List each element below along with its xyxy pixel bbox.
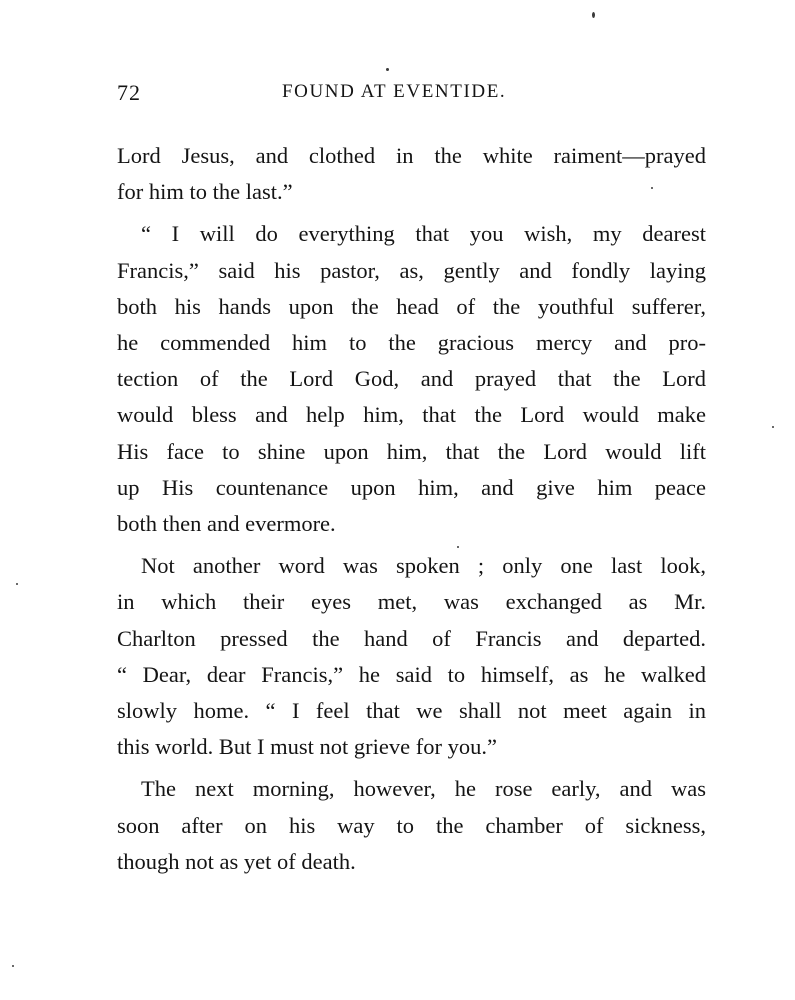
text-line: Lord Jesus, and clothed in the white raiment—prayed [117, 143, 706, 168]
paragraph-2 [117, 216, 706, 542]
scan-speck [592, 12, 595, 18]
paragraph-1 [117, 138, 706, 210]
text-line: tection of the Lord God, and prayed that the Lord [117, 366, 706, 392]
scan-speck [16, 583, 18, 585]
scan-speck [12, 965, 14, 967]
text-line: both then and evermore. [117, 511, 336, 537]
text-line: Not another word was spoken ; only one last look, [141, 553, 706, 579]
body-text [117, 138, 706, 886]
text-line: slowly home. “ I feel that we shall not meet again in [117, 698, 706, 724]
text-line: would bless and help him, that the Lord would make [117, 402, 706, 428]
text-line: “ I will do everything that you wish, my dearest [141, 221, 706, 247]
text-line: up His countenance upon him, and give him peace [117, 474, 706, 500]
text-line: Charlton pressed the hand of Francis and departed. [117, 625, 706, 651]
page-number: 72 [117, 80, 141, 105]
text-line: he commended him to the gracious mercy and pro- [117, 330, 706, 356]
scan-speck [386, 68, 389, 71]
running-title: FOUND AT EVENTIDE. [282, 81, 507, 102]
text-line: The next morning, however, he rose early, and was [141, 776, 706, 802]
text-line: Francis,” said his pastor, as, gently and fondly laying [117, 257, 706, 283]
paragraph-3 [117, 548, 706, 765]
text-line: soon after on his way to the chamber of sickness, [117, 812, 706, 838]
text-line: this world. But I must not grieve for you.” [117, 734, 497, 760]
text-line: “ Dear, dear Francis,” he said to himself, as he walked [117, 661, 706, 687]
scan-speck [651, 187, 653, 189]
text-line: for him to the last.” [117, 179, 293, 205]
scan-speck [772, 426, 774, 428]
text-line: both his hands upon the head of the youthful sufferer, [117, 293, 706, 319]
scan-speck [457, 546, 459, 548]
text-line: in which their eyes met, was exchanged as Mr. [117, 589, 706, 615]
text-line: His face to shine upon him, that the Lord would lift [117, 438, 706, 464]
page-header [117, 80, 707, 110]
paragraph-4 [117, 771, 706, 880]
text-line: though not as yet of death. [117, 848, 356, 874]
